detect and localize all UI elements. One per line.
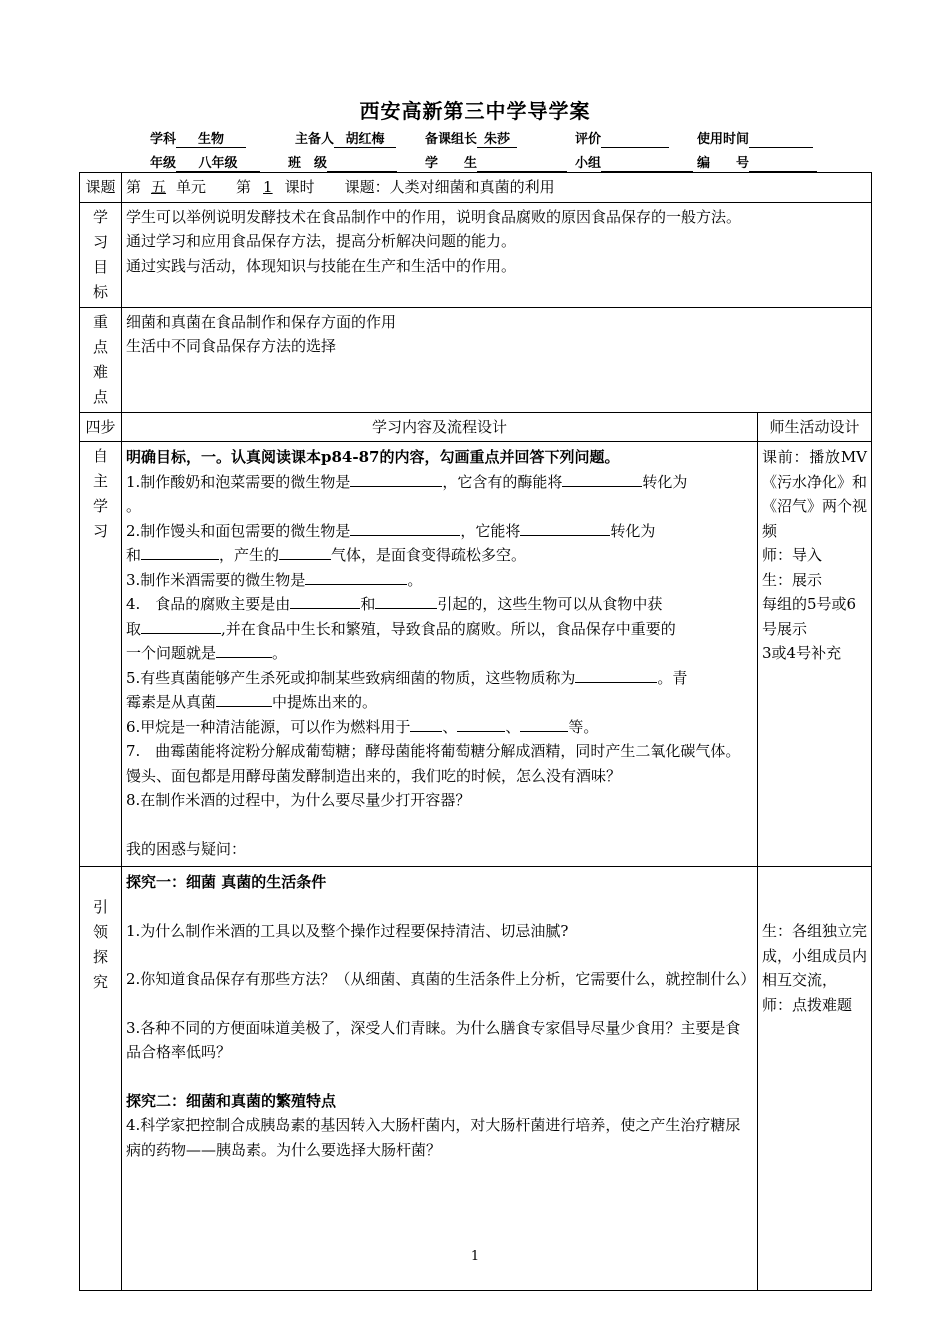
question-8: 8.在制作米酒的过程中，为什么要尽量少打开容器？	[126, 791, 471, 809]
self-study-label	[80, 442, 122, 867]
explore-label	[80, 867, 122, 1291]
key-content	[122, 307, 872, 412]
topic-unit-suffix: 单元 第	[176, 178, 252, 196]
use-time-label: 使用时间	[697, 132, 750, 147]
activity-line: 生：各组独立完成，小组成员内相互交流，	[762, 922, 868, 989]
student-blank	[477, 156, 567, 172]
preparer	[295, 128, 396, 148]
evaluation-label: 评价	[575, 132, 602, 147]
key-label	[80, 307, 122, 412]
topic-unit: 五	[151, 178, 167, 196]
group-blank	[601, 156, 693, 172]
student-label: 学 生	[425, 156, 478, 171]
question-1: 1.制作酸奶和泡菜需要的微生物是 ，它含有的酶能将 转化为	[126, 472, 688, 491]
self-study-intro: 明确目标，一。认真阅读课本p84-87的内容，勾画重点并回答下列问题。	[126, 448, 620, 466]
question-6: 6.甲烷是一种清洁能源，可以作为燃料用于 、 、 等。	[126, 717, 599, 736]
number-field	[697, 152, 817, 172]
lesson-plan-table	[79, 172, 872, 1291]
explore-label-text: 引领探究	[92, 898, 108, 991]
question-5-cont: 霉素是从真菌 中提炼出来的。	[126, 693, 378, 711]
preparer-label: 主备人	[295, 132, 335, 147]
explore-activity	[758, 867, 872, 1291]
explore-heading-1: 探究一：细菌 真菌的生活条件	[126, 873, 327, 891]
question-4-end: 一个问题就是 。	[126, 644, 288, 662]
question-2-cont: 和 ，产生的 气体，是面食变得疏松多空。	[126, 546, 527, 564]
goals-content	[122, 202, 872, 307]
page-number: 1	[470, 1249, 480, 1264]
content-header: 学习内容及流程设计	[122, 412, 758, 442]
explore-heading-2: 探究二：细菌和真菌的繁殖特点	[126, 1091, 337, 1110]
topic-content	[122, 173, 872, 203]
question-5: 5.有些真菌能够产生杀死或抑制某些致病细菌的物质，这些物质称为 。青	[126, 668, 688, 687]
class-label: 班 级	[288, 156, 328, 171]
explore-content	[122, 867, 758, 1291]
doubt-prompt: 我的困惑与疑问：	[126, 839, 247, 858]
meta-row-1	[150, 128, 246, 148]
question-2: 2.制作馒头和面包需要的微生物是 ，它能将 转化为	[126, 521, 656, 540]
explore-row	[80, 867, 872, 1291]
group-leader-label: 备课组长	[425, 132, 478, 147]
group-field	[575, 152, 693, 172]
key-row	[80, 307, 872, 412]
question-4: 4. 食品的腐败主要是由 和 引起的，这些生物可以从食物中获	[126, 595, 663, 613]
question-3: 3.制作米酒需要的微生物是 。	[126, 570, 423, 589]
class-field	[288, 152, 397, 172]
goals-label-text: 学习目标	[92, 207, 108, 301]
steps-header-row	[80, 412, 872, 442]
self-study-content	[122, 442, 758, 867]
topic-prefix: 第	[126, 178, 142, 196]
activity-line: 师：导入	[762, 546, 823, 564]
student-field	[425, 152, 567, 172]
question-7: 7. 曲霉菌能将淀粉分解成葡萄糖；酵母菌能将葡萄糖分解成酒精，同时产生二氧化碳气体。馒头、面包都是用酵母菌发酵制造出来的，我们吃的时候，怎么没有酒味？	[126, 742, 741, 785]
topic-lesson-suffix: 课时 课题：人类对细菌和真菌的利用	[284, 178, 555, 196]
topic-lesson: 1	[263, 178, 273, 196]
grade-value: 八年级	[176, 152, 260, 172]
preparer-value: 胡红梅	[334, 128, 396, 148]
subject-value: 生物	[176, 128, 246, 148]
self-study-row	[80, 442, 872, 867]
activity-line: 每组的5号或6号展示	[762, 595, 857, 638]
number-blank	[749, 156, 817, 172]
topic-row	[80, 173, 872, 203]
key-label-text: 重点难点	[92, 312, 108, 406]
evaluation	[575, 128, 669, 148]
activity-line: 生：展示	[762, 570, 823, 589]
explore-question-2: 2.你知道食品保存有那些方法？（从细菌、真菌的生活条件上分析，它需要什么，就控制什么）	[126, 970, 756, 988]
goal-line: 通过实践与活动，体现知识与技能在生产和生活中的作用。	[126, 256, 517, 275]
grade-label: 年级	[150, 156, 177, 171]
activity-line: 师：点拨难题	[762, 995, 853, 1014]
evaluation-blank	[601, 132, 669, 148]
subject-label: 学科	[150, 132, 177, 147]
steps-header: 四步	[80, 412, 122, 442]
self-study-activity	[758, 442, 872, 867]
question-1-end: 。	[126, 497, 142, 515]
page-title: 西安高新第三中学导学案	[359, 99, 591, 123]
grade	[150, 152, 260, 172]
activity-line: 课前：播放MV《污水净化》和《沼气》两个视频	[762, 448, 868, 540]
group-label: 小组	[575, 156, 602, 171]
goal-line: 学生可以举例说明发酵技术在食品制作中的作用，说明食品腐败的原因食品保存的一般方法。	[126, 207, 742, 226]
number-label: 编 号	[697, 156, 750, 171]
use-time	[697, 128, 813, 148]
use-time-blank	[749, 132, 813, 148]
group-leader-value: 朱莎	[477, 128, 517, 148]
key-line: 生活中不同食品保存方法的选择	[126, 337, 337, 355]
activity-line: 3或4号补充	[762, 644, 842, 662]
topic-label: 课题	[80, 173, 122, 203]
explore-question-3: 3.各种不同的方便面味道美极了，深受人们青睐。为什么膳食专家倡导尽量少食用？主要是食品合格率低吗？	[126, 1018, 741, 1061]
explore-question-4: 4.科学家把控制合成胰岛素的基因转入大肠杆菌内，对大肠杆菌进行培养，使之产生治疗糖尿病的药物——胰岛素。为什么要选择大肠杆菌？	[126, 1116, 741, 1159]
goal-line: 通过学习和应用食品保存方法，提高分析解决问题的能力。	[126, 232, 517, 250]
self-study-label-text: 自主学习	[92, 447, 108, 540]
goals-row	[80, 202, 872, 307]
question-4-cont: 取 ,并在食品中生长和繁殖，导致食品的腐败。所以，食品保存中重要的	[126, 619, 676, 638]
explore-question-1: 1.为什么制作米酒的工具以及整个操作过程要保持清洁、切忌油腻?	[126, 921, 569, 940]
class-blank	[327, 156, 397, 172]
goals-label	[80, 202, 122, 307]
group-leader	[425, 128, 517, 148]
key-line: 细菌和真菌在食品制作和保存方面的作用	[126, 312, 397, 331]
activity-header: 师生活动设计	[758, 412, 872, 442]
